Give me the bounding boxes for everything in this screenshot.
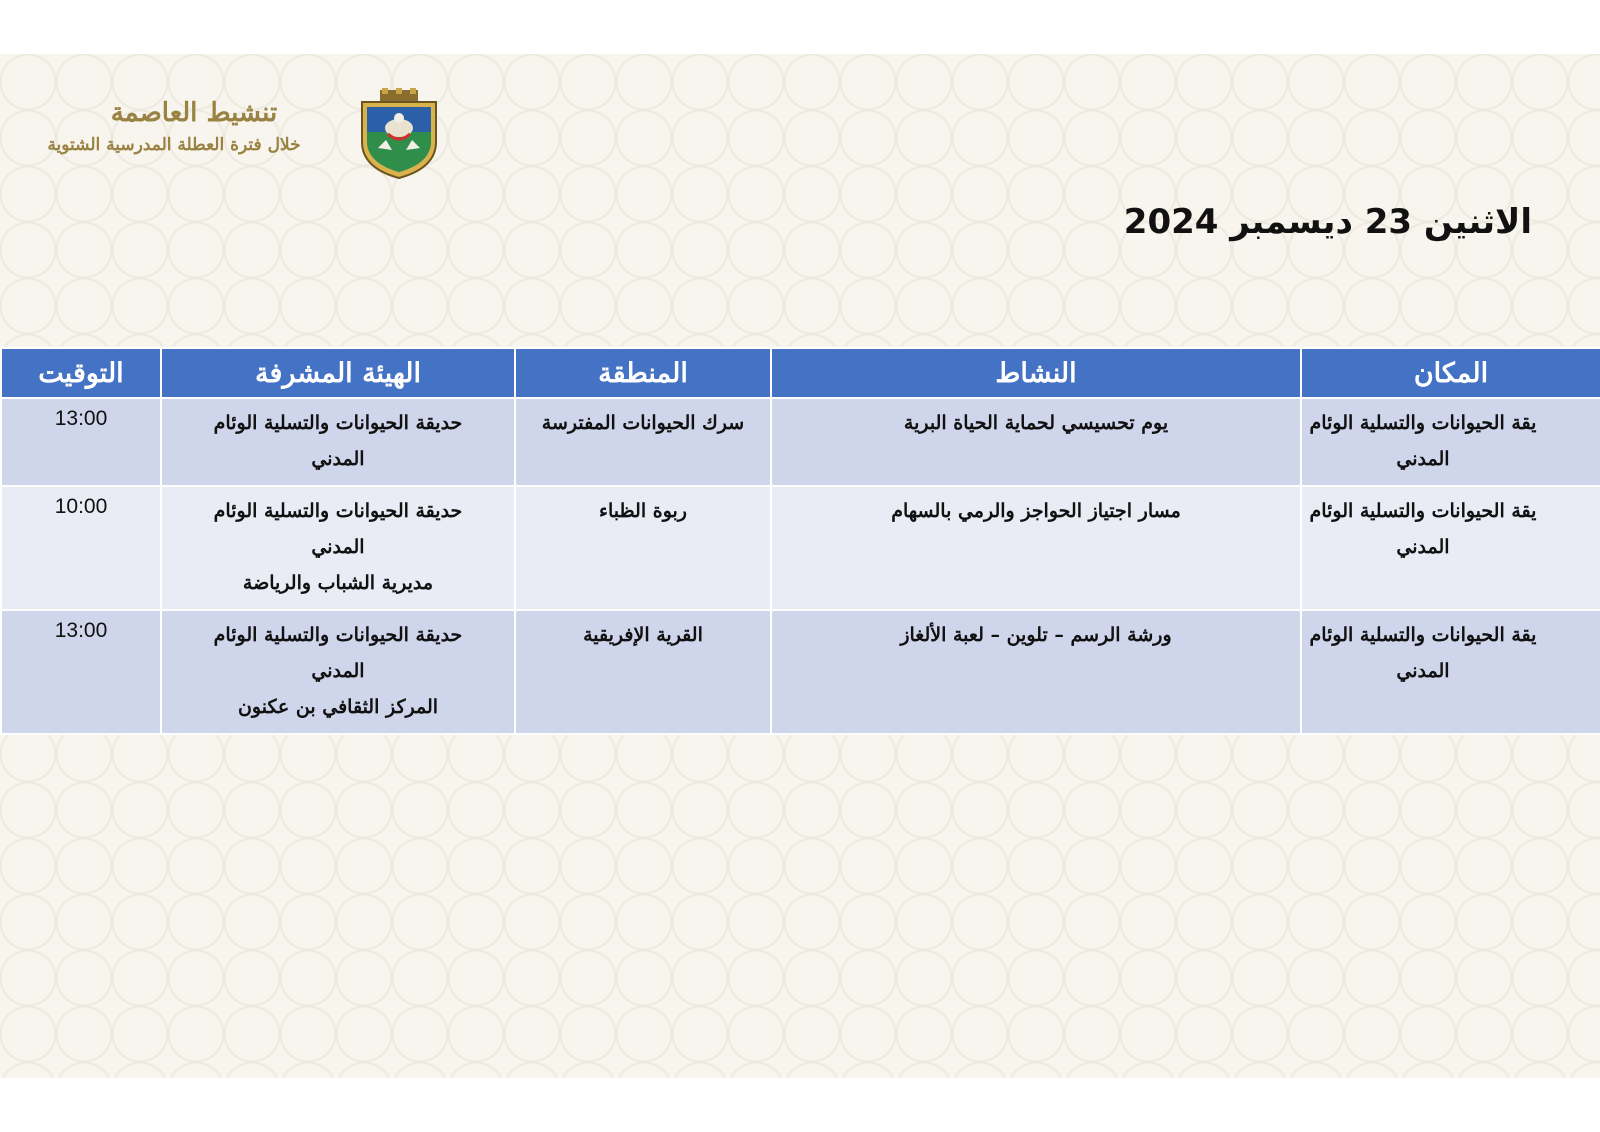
- cell-place: [1301, 486, 1600, 610]
- cell-place: [1301, 398, 1600, 486]
- cell-zone: القرية الإفريقية: [515, 610, 771, 734]
- organizer-line: حديقة الحيوانات والتسلية الوئام: [213, 500, 463, 522]
- column-header-organizer: الهيئة المشرفة: [161, 348, 515, 398]
- column-header-zone: المنطقة: [515, 348, 771, 398]
- organizer-line: المدني: [311, 536, 365, 558]
- place-line: يقة الحيوانات والتسلية الوئام: [1309, 624, 1537, 646]
- city-emblem-icon: [358, 88, 440, 180]
- brand-block: [14, 96, 334, 158]
- cell-activity: ورشة الرسم – تلوين – لعبة الألغاز: [771, 610, 1301, 734]
- place-line: المدني: [1396, 448, 1450, 470]
- column-header-activity: النشاط: [771, 348, 1301, 398]
- table-row: [1, 610, 1600, 734]
- table-header-row: [1, 348, 1600, 398]
- place-line: يقة الحيوانات والتسلية الوئام: [1309, 412, 1537, 434]
- place-line: المدني: [1396, 660, 1450, 682]
- cell-zone: ربوة الظباء: [515, 486, 771, 610]
- cell-organizer: [161, 486, 515, 610]
- cell-time: 10:00: [1, 486, 161, 610]
- column-header-place: المكان: [1301, 348, 1600, 398]
- brand-title: تنشيط العاصمة: [110, 98, 278, 128]
- organizer-line: المدني: [311, 448, 365, 470]
- place-line: يقة الحيوانات والتسلية الوئام: [1309, 500, 1537, 522]
- brand-subtitle: خلال فترة العطلة المدرسية الشتوية: [47, 135, 301, 155]
- cell-zone: سرك الحيوانات المفترسة: [515, 398, 771, 486]
- table-row: [1, 486, 1600, 610]
- organizer-line: مديرية الشباب والرياضة: [242, 572, 434, 594]
- cell-activity: مسار اجتياز الحواجز والرمي بالسهام: [771, 486, 1301, 610]
- organizer-line: حديقة الحيوانات والتسلية الوئام: [213, 624, 463, 646]
- table-row: [1, 398, 1600, 486]
- organizer-line: المدني: [311, 660, 365, 682]
- cell-activity: يوم تحسيسي لحماية الحياة البرية: [771, 398, 1301, 486]
- slide: [0, 54, 1600, 1078]
- cell-time: 13:00: [1, 398, 161, 486]
- organizer-line: المركز الثقافي بن عكنون: [237, 696, 439, 718]
- cell-time: 13:00: [1, 610, 161, 734]
- place-line: المدني: [1396, 536, 1450, 558]
- cell-organizer: [161, 398, 515, 486]
- schedule-table: [0, 347, 1600, 735]
- organizer-line: حديقة الحيوانات والتسلية الوئام: [213, 412, 463, 434]
- cell-organizer: [161, 610, 515, 734]
- column-header-time: التوقيت: [1, 348, 161, 398]
- page-title-date: الاثنين 23 ديسمبر 2024: [1123, 202, 1532, 242]
- cell-place: [1301, 610, 1600, 734]
